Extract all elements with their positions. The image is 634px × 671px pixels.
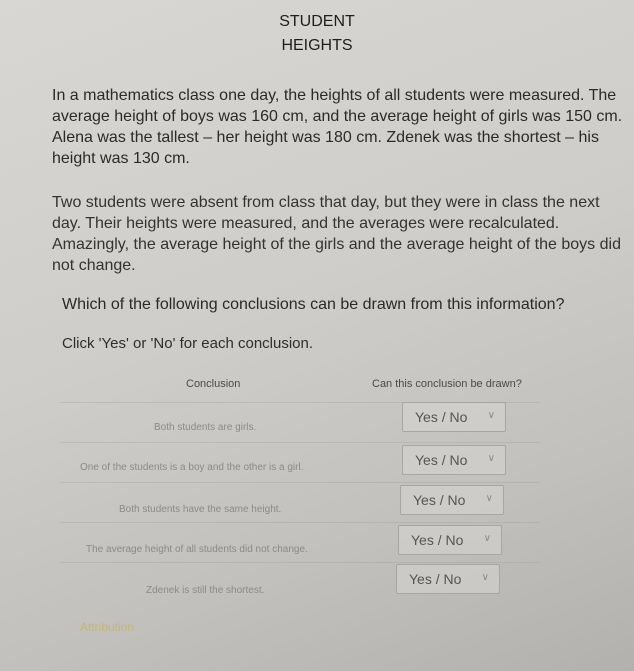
column-header-can-be-drawn: Can this conclusion be drawn? — [372, 378, 522, 390]
column-header-conclusion: Conclusion — [186, 378, 241, 390]
chevron-down-icon: ∨ — [487, 453, 495, 464]
yes-no-select[interactable] — [396, 564, 500, 594]
yes-no-value: Yes / No — [415, 452, 468, 468]
yes-no-value: Yes / No — [411, 532, 464, 548]
yes-no-value: Yes / No — [413, 492, 466, 508]
yes-no-select[interactable] — [402, 402, 506, 432]
row-divider — [60, 482, 540, 483]
row-divider — [60, 442, 540, 443]
chevron-down-icon: ∨ — [487, 410, 495, 421]
page-title — [0, 10, 634, 58]
conclusion-label: One of the students is a boy and the other is a girl. — [80, 462, 304, 473]
absent-students-paragraph: Two students were absent from class that day, but they were in class the next day. Their heights were measured, and the averages were recalculated. Amazingly, the average height of the girls and the average height of the boys did not change. — [52, 194, 621, 274]
chevron-down-icon: ∨ — [483, 533, 491, 544]
yes-no-select[interactable] — [398, 525, 502, 555]
intro-paragraph: In a mathematics class one day, the heights of all students were measured. The average height of boys was 160 cm, and the average height of girls was 150 cm. Alena was the tallest – her height was 180 cm. Zdenek was the shortest – his height was 130 cm. — [52, 87, 623, 167]
yes-no-select[interactable] — [400, 485, 504, 515]
chevron-down-icon: ∨ — [485, 493, 493, 504]
chevron-down-icon: ∨ — [481, 572, 489, 583]
yes-no-value: Yes / No — [409, 571, 462, 587]
row-divider — [60, 522, 540, 523]
yes-no-value: Yes / No — [415, 409, 468, 425]
conclusion-label: Both students are girls. — [154, 422, 257, 433]
title-line-2: HEIGHTS — [281, 37, 353, 54]
question-text: Which of the following conclusions can be drawn from this information? — [62, 296, 565, 313]
conclusion-label: Both students have the same height. — [119, 504, 282, 515]
instruction-text: Click 'Yes' or 'No' for each conclusion. — [62, 335, 314, 352]
conclusion-label: Zdenek is still the shortest. — [146, 585, 265, 596]
conclusion-label: The average height of all students did not change. — [86, 544, 308, 555]
title-line-1: STUDENT — [279, 13, 355, 30]
row-divider — [60, 562, 540, 563]
yes-no-select[interactable] — [402, 445, 506, 475]
attribution-link[interactable]: Attribution — [80, 620, 135, 634]
